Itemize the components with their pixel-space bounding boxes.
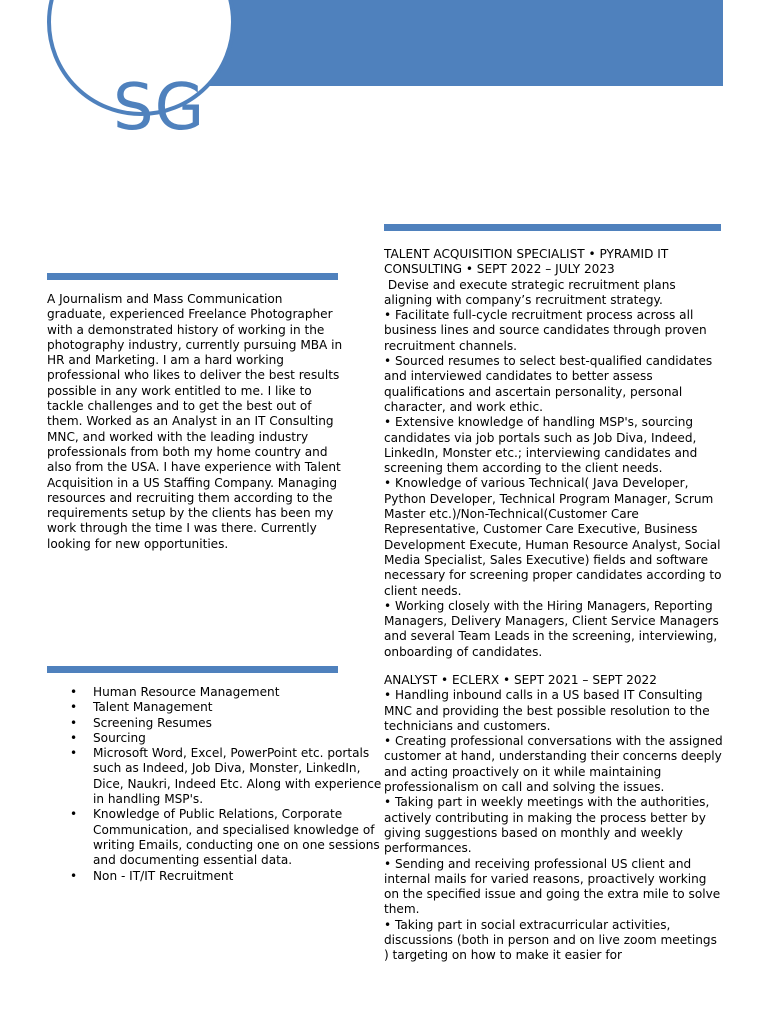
experience-entry-eclerx [384, 673, 727, 964]
skills-list [47, 685, 393, 884]
job-bullet: • Sending and receiving professional US client and internal mails for varied reasons, proactively working on the specified issue and going the extra mile to solve them. [384, 856, 725, 917]
job-bullet: • Taking part in social extracurricular activities, discussions (both in person and on live zoom meetings ) targeting on how to make it easier for [384, 917, 721, 963]
job-bullet: • Knowledge of various Technical( Java Developer, Python Developer, Technical Program Manager, Scrum Master etc.)/Non-Technical(Customer Care Representative, Customer Care Executive, Business Development Execute, Human Resource Analyst, Social Media Specialist, Sales Executive) fields and software necessary for screening proper candidates according to client needs. [384, 476, 726, 598]
skill-item: • Human Resource Management [93, 685, 393, 700]
job-bullet: • Working closely with the Hiring Managers, Reporting Managers, Delivery Managers, Client Service Managers and several Team Leads in the screening, interviewing, onboarding of candidates. [384, 598, 723, 659]
skill-item: • Non - IT/IT Recruitment [93, 869, 393, 884]
experience-section-rule [384, 224, 721, 231]
job-bullet: • Handling inbound calls in a US based IT Consulting MNC and providing the best possible resolution to the technicians and customers. [384, 688, 714, 733]
summary-section-rule [47, 273, 338, 280]
job-bullet: • Taking part in weekly meetings with the authorities, actively contributing in making the process better by giving suggestions based on monthly and weekly performances. [384, 795, 714, 856]
experience-entry-pyramid [384, 247, 724, 660]
job-title: TALENT ACQUISITION SPECIALIST • PYRAMID IT CONSULTING • SEPT 2022 – JULY 2023 [384, 247, 669, 277]
skill-item: • Microsoft Word, Excel, PowerPoint etc. portals such as Indeed, Job Diva, Monster, LinkedIn, Dice, Naukri, Indeed Etc. Along with experience in handling MSP's. [93, 746, 393, 807]
job-bullet: • Facilitate full-cycle recruitment process across all business lines and source candidates through proven recruitment channels. [384, 308, 711, 353]
job-bullet: • Extensive knowledge of handling MSP's, sourcing candidates via job portals such as Job Diva, Indeed, LinkedIn, Monster etc.; interviewing candidates and screening them according to the client needs. [384, 415, 702, 476]
job-bullet: • Sourced resumes to select best-qualified candidates and interviewed candidates to better assess qualifications and ascertain personality, personal character, and work ethic. [384, 354, 717, 414]
skill-item: • Sourcing [93, 731, 393, 746]
skill-item: • Screening Resumes [93, 716, 393, 731]
skill-item: • Talent Management [93, 700, 393, 715]
job-title: ANALYST • ECLERX • SEPT 2021 – SEPT 2022 [384, 673, 657, 687]
job-bullet: Devise and execute strategic recruitment plans aligning with company’s recruitment strategy. [384, 277, 680, 307]
skill-item: • Knowledge of Public Relations, Corporate Communication, and specialised knowledge of writing Emails, conducting one on one sessions and documenting essential data. [93, 807, 393, 868]
monogram-initials: SG [113, 71, 206, 145]
summary-text: A Journalism and Mass Communication graduate, experienced Freelance Photographer with a demonstrated history of working in the photography industry, currently pursuing MBA in HR and Marketing. I am a hard working professional who likes to deliver the best results possible in any work entitled to me. I like to tackle challenges and to get the best out of them. Worked as an Analyst in an IT Consulting MNC, and worked with the leading industry professionals from both my home country and also from the USA. I have experience with Talent Acquisition in a US Staffing Company. Managing resources and recruiting them according to the requirements setup by the clients has been my work through the time I was there. Currently looking for new opportunities. [47, 292, 347, 551]
skills-section-rule [47, 666, 338, 673]
header-band [200, 0, 723, 86]
job-bullet: • Creating professional conversations with the assigned customer at hand, understanding their concerns deeply and acting proactively on it while maintaining professionalism on call and solving the issues. [384, 734, 727, 795]
